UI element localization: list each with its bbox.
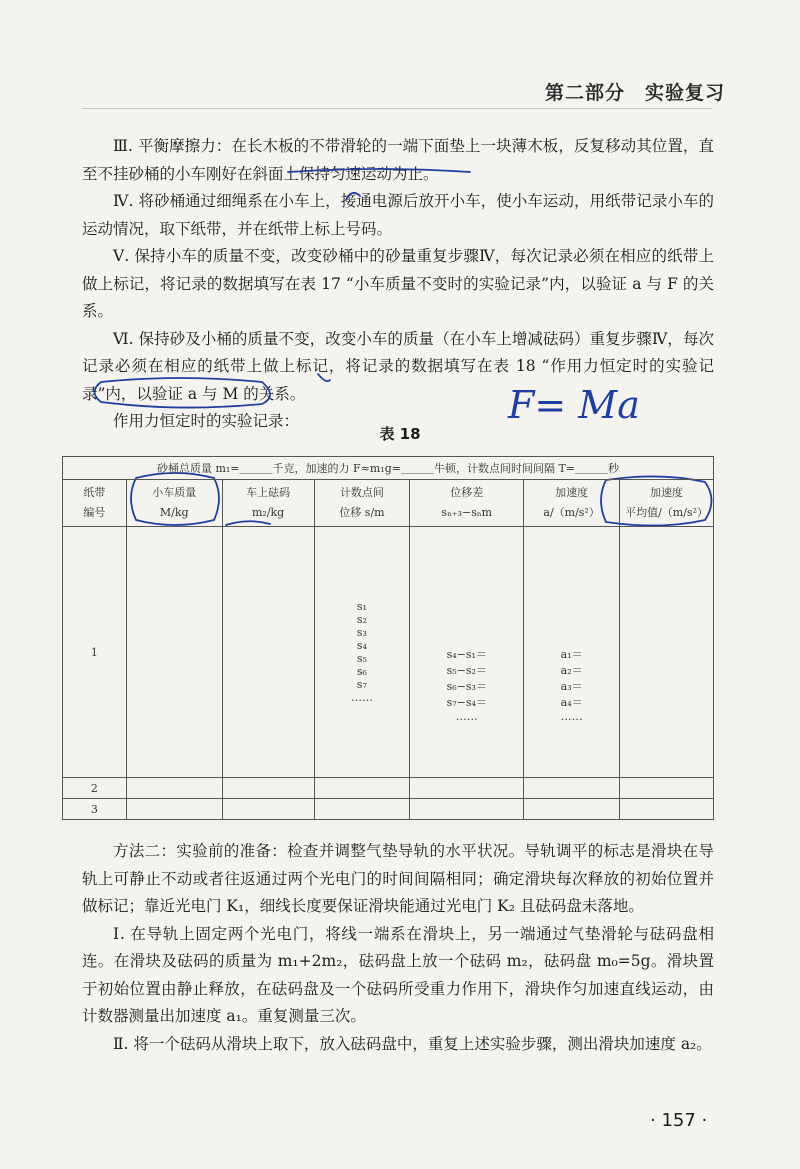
diff-item: s₆−s₃＝ bbox=[446, 679, 487, 693]
step-iv: Ⅳ. 将砂桶通过细绳系在小车上，接通电源后放开小车，使小车运动，用纸带记录小车的运动情况，取下纸带，并在纸带上标上号码。 bbox=[82, 192, 714, 238]
row-1-s-values bbox=[314, 527, 410, 778]
row-1-diff-values bbox=[410, 527, 524, 778]
diff-item: …… bbox=[455, 709, 478, 723]
diff-item: s₅−s₂＝ bbox=[446, 663, 487, 677]
s-item: s₃ bbox=[356, 626, 367, 639]
section-header: 第二部分 实验复习 bbox=[545, 82, 726, 104]
steps-top bbox=[82, 133, 714, 436]
a-item: …… bbox=[560, 709, 583, 723]
step-vi: Ⅵ. 保持砂及小桶的质量不变，改变小车的质量（在小车上增减砝码）重复步骤Ⅳ，每次记录必须在相应的纸带上做上标记，将记录的数据填写在表 18 “作用力恒定时的实验记录”内，以验证 a 与 M 的关系。 bbox=[82, 329, 714, 403]
a-item: a₃＝ bbox=[560, 679, 583, 693]
row-2-label: 2 bbox=[63, 778, 127, 799]
header-divider bbox=[82, 108, 712, 109]
method2-intro: 方法二：实验前的准备：检查并调整气垫导轨的水平状况。导轨调平的标志是滑块在导轨上可静止不动或者往返通过两个光电门的时间间隔相同；确定滑块每次释放的初始位置并做标记；靠近光电门 K₁，细线长度要保证滑块能通过光电门 K₂ 且砝码盘未落地。 bbox=[82, 842, 714, 915]
row-1-a-values bbox=[524, 527, 620, 778]
diff-item: s₇−s₄＝ bbox=[446, 695, 487, 709]
a-item: a₂＝ bbox=[560, 663, 583, 677]
row-3-label: 3 bbox=[63, 799, 127, 820]
header-displacement-diff: 位移差 sₙ₊₃−sₙm bbox=[410, 480, 524, 527]
step-v: Ⅴ. 保持小车的质量不变，改变砂桶中的砂量重复步骤Ⅳ，每次记录必须在相应的纸带上做上标记，将记录的数据填写在表 17 “小车质量不变时的实验记录”内，以验证 a 与 F 的关系。 bbox=[82, 247, 714, 320]
s-item: …… bbox=[350, 691, 373, 704]
s-item: s₅ bbox=[356, 652, 367, 665]
method2-step-i: Ⅰ. 在导轨上固定两个光电门，将线一端系在滑块上，另一端通过气垫滑轮与砝码盘相连。在滑块及砝码的质量为 m₁+2m₂，砝码盘上放一个砝码 m₂，砝码盘 m₀=5g。滑块置于初始位置由静止释放，在砝码盘及一个砝码所受重力作用下，滑块作匀加速直线运动，由计数器测量出加速度 a₁。重复测量三次。 bbox=[82, 924, 714, 1025]
header-acceleration-avg: 加速度 平均值/（m/s²） bbox=[620, 480, 714, 527]
header-cart-mass: 小车质量 M/kg bbox=[126, 480, 222, 527]
method2-step-ii: Ⅱ. 将一个砝码从滑块上取下，放入砝码盘中，重复上述实验步骤，测出滑块加速度 a₂。 bbox=[113, 1034, 712, 1053]
step-iii: Ⅲ. 平衡摩擦力：在长木板的不带滑轮的一端下面垫上一块薄木板，反复移动其位置，直至不挂砂桶的小车刚好在斜面上保持匀速运动为止。 bbox=[82, 137, 714, 183]
header-strip-number: 纸带 编号 bbox=[63, 480, 127, 527]
table-title: 表 18 bbox=[379, 425, 421, 443]
a-item: a₁＝ bbox=[560, 647, 583, 661]
a-item: a₄＝ bbox=[560, 695, 583, 709]
table-caption: 砂桶总质量 m₁=＿＿＿千克，加速的力 F≈m₁g=＿＿＿牛顿，计数点间时间间隔 T=＿＿＿秒 bbox=[63, 457, 714, 480]
method-two bbox=[82, 838, 714, 1058]
s-item: s₂ bbox=[356, 613, 367, 626]
row-1-a-avg bbox=[620, 527, 714, 778]
handwritten-formula: F= Ma bbox=[508, 383, 640, 427]
record-intro: 作用力恒定时的实验记录： bbox=[113, 412, 300, 430]
header-added-weights: 车上砝码 m₂/kg bbox=[222, 480, 314, 527]
header-displacement: 计数点间 位移 s/m bbox=[314, 480, 410, 527]
row-1-weights bbox=[222, 527, 314, 778]
s-item: s₇ bbox=[356, 678, 367, 691]
row-1-cart-mass bbox=[126, 527, 222, 778]
s-item: s₁ bbox=[356, 600, 367, 613]
experiment-table bbox=[62, 456, 714, 820]
diff-item: s₄−s₁＝ bbox=[446, 647, 487, 661]
s-item: s₆ bbox=[356, 665, 367, 678]
row-1-label: 1 bbox=[63, 527, 127, 778]
header-acceleration: 加速度 a/（m/s²） bbox=[524, 480, 620, 527]
page-number: · 157 · bbox=[650, 1110, 708, 1131]
s-item: s₄ bbox=[356, 639, 367, 652]
